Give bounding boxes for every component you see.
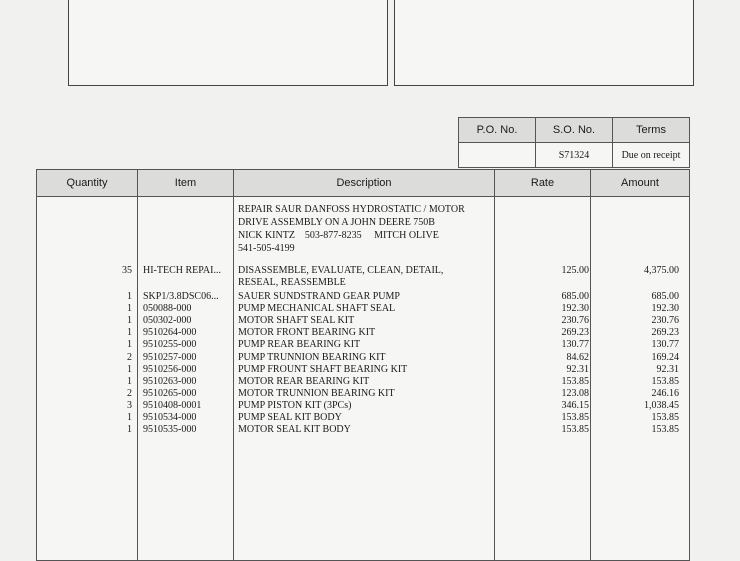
terms-header: Terms — [613, 118, 690, 143]
quantity-cell: 1 — [127, 375, 132, 387]
quantity-header: Quantity — [37, 170, 137, 197]
column-divider — [590, 170, 591, 560]
item-cell: SKP1/3.8DSC06... — [143, 291, 219, 302]
amount-cell: 169.24 — [651, 351, 679, 363]
description-cell: PUMP PISTON KIT (3PCs) — [238, 399, 352, 411]
item-cell: 9510257-000 — [143, 351, 197, 363]
description-cell: MOTOR REAR BEARING KIT — [238, 375, 370, 387]
rate-cell: 130.77 — [561, 339, 589, 351]
item-cell: 9510408-0001 — [143, 399, 202, 411]
so-number-value: S71324 — [536, 143, 613, 168]
job-description — [238, 203, 498, 255]
description-cell: RESEAL, REASSEMBLE — [238, 277, 346, 288]
rate-cell: 685.00 — [561, 291, 589, 302]
quantity-cell: 1 — [127, 303, 132, 315]
po-number-value — [459, 143, 536, 168]
amount-header: Amount — [591, 170, 689, 197]
item-cell: 9510256-000 — [143, 363, 197, 375]
description-cell: PUMP MECHANICAL SHAFT SEAL — [238, 303, 396, 315]
amount-cell: 246.16 — [651, 387, 679, 399]
description-cell: PUMP SEAL KIT BODY — [238, 412, 342, 423]
terms-value: Due on receipt — [613, 143, 690, 168]
quantity-cell: 35 — [122, 265, 132, 276]
item-cell: HI-TECH REPAI... — [143, 265, 221, 276]
rate-cell: 230.76 — [561, 315, 589, 327]
quantity-cell: 1 — [127, 315, 132, 327]
amount-cell: 92.31 — [656, 363, 679, 375]
amount-cell: 153.85 — [651, 375, 679, 387]
item-cell: 9510255-000 — [143, 339, 197, 351]
amount-cell: 130.77 — [651, 339, 679, 351]
rate-cell: 192.30 — [561, 303, 589, 315]
amount-cell: 685.00 — [651, 291, 679, 302]
item-cell: 9510534-000 — [143, 412, 197, 423]
rate-cell: 123.08 — [561, 387, 589, 399]
rate-cell: 92.31 — [566, 363, 589, 375]
quantity-cell: 1 — [127, 291, 132, 302]
job-description-line: DRIVE ASSEMBLY ON A JOHN DEERE 750B — [238, 217, 435, 228]
item-cell: 9510265-000 — [143, 387, 197, 399]
po-table — [458, 117, 690, 168]
rate-cell: 153.85 — [561, 375, 589, 387]
quantity-cell: 1 — [127, 327, 132, 339]
description-cell: PUMP FROUNT SHAFT BEARING KIT — [238, 363, 408, 375]
column-divider — [233, 170, 234, 560]
description-cell: MOTOR FRONT BEARING KIT — [238, 327, 376, 339]
description-header: Description — [234, 170, 494, 197]
amount-cell: 153.85 — [651, 424, 679, 436]
rate-cell: 346.15 — [561, 399, 589, 411]
bill-to-box — [68, 0, 388, 86]
po-number-header: P.O. No. — [459, 118, 536, 143]
item-cell: 9510535-000 — [143, 424, 197, 436]
amount-cell: 153.85 — [651, 412, 679, 423]
item-cell: 9510263-000 — [143, 375, 197, 387]
so-number-header: S.O. No. — [536, 118, 613, 143]
column-divider — [137, 170, 138, 560]
amount-cell: 192.30 — [651, 303, 679, 315]
description-cell: SAUER SUNDSTRAND GEAR PUMP — [238, 291, 400, 302]
amount-cell: 269.23 — [651, 327, 679, 339]
description-cell: PUMP TRUNNION BEARING KIT — [238, 351, 386, 363]
quantity-cell: 1 — [127, 424, 132, 436]
quantity-cell: 2 — [127, 351, 132, 363]
ship-to-box — [394, 0, 694, 86]
item-cell: 050302-000 — [143, 315, 192, 327]
item-cell: 050088-000 — [143, 303, 192, 315]
item-cell: 9510264-000 — [143, 327, 197, 339]
job-description-line: NICK KINTZ 503-877-8235 MITCH OLIVE — [238, 230, 439, 241]
rate-header: Rate — [495, 170, 590, 197]
line-items-table — [36, 169, 690, 561]
description-cell: PUMP REAR BEARING KIT — [238, 339, 361, 351]
amount-cell: 1,038.45 — [644, 399, 679, 411]
rate-cell: 84.62 — [566, 351, 589, 363]
rate-cell: 153.85 — [561, 412, 589, 423]
rate-cell: 153.85 — [561, 424, 589, 436]
job-description-line: 541-505-4199 — [238, 243, 295, 254]
description-cell: MOTOR TRUNNION BEARING KIT — [238, 387, 395, 399]
item-header: Item — [138, 170, 233, 197]
quantity-cell: 2 — [127, 387, 132, 399]
quantity-cell: 3 — [127, 399, 132, 411]
job-description-line: REPAIR SAUR DANFOSS HYDROSTATIC / MOTOR — [238, 204, 465, 215]
quantity-cell: 1 — [127, 339, 132, 351]
description-cell: DISASSEMBLE, EVALUATE, CLEAN, DETAIL, — [238, 265, 444, 276]
amount-cell: 4,375.00 — [644, 265, 679, 276]
rate-cell: 269.23 — [561, 327, 589, 339]
amount-cell: 230.76 — [651, 315, 679, 327]
description-cell: MOTOR SEAL KIT BODY — [238, 424, 351, 436]
rate-cell: 125.00 — [561, 265, 589, 276]
quantity-cell: 1 — [127, 412, 132, 423]
description-cell: MOTOR SHAFT SEAL KIT — [238, 315, 355, 327]
quantity-cell: 1 — [127, 363, 132, 375]
